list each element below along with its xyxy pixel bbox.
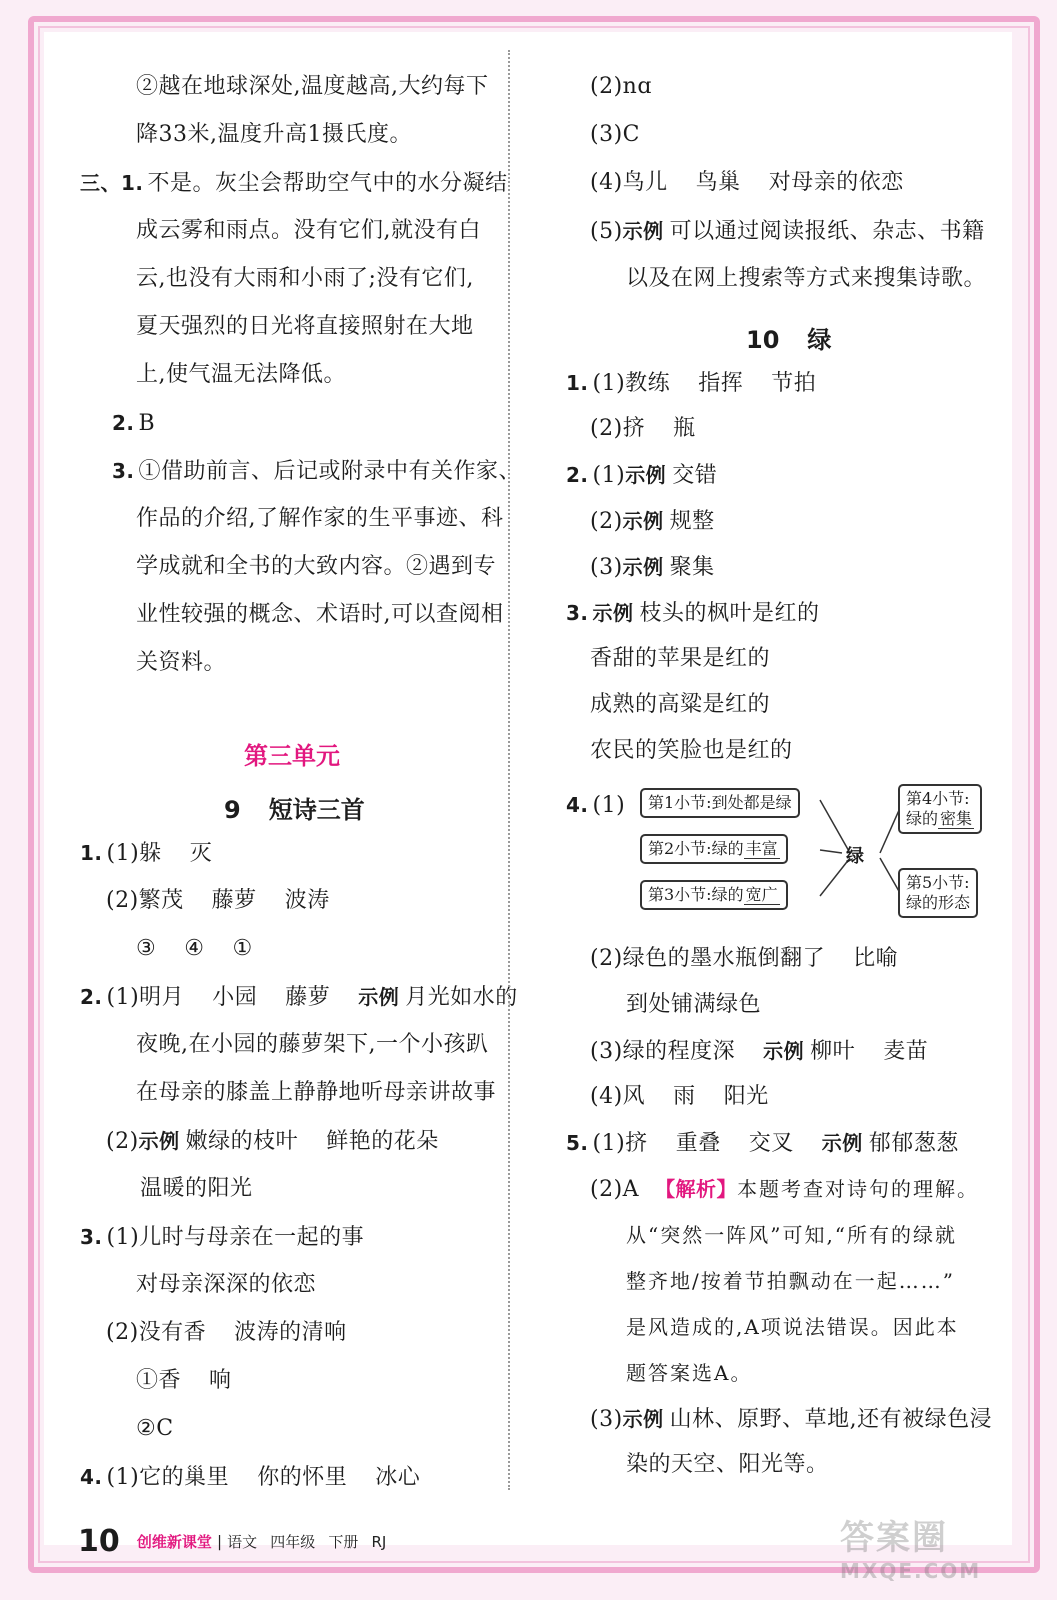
text-line: (3)C	[590, 122, 640, 147]
answer-text: 你的怀里	[257, 1465, 348, 1490]
analysis-label: 【解析】	[655, 1177, 738, 1201]
answer-text: ①香	[136, 1368, 182, 1393]
question-3-3	[112, 456, 521, 487]
answer-text: (2)	[106, 1129, 139, 1154]
answer-text: 枝头的枫叶是红的	[639, 601, 820, 626]
text-line	[590, 1082, 769, 1112]
analysis-line: 是风造成的,A项说法错误。因此本	[626, 1315, 959, 1339]
example-label: 示例	[622, 509, 664, 533]
answer-text: 瓶	[673, 416, 696, 441]
answer-text: 规整	[669, 509, 715, 534]
box-blank: 宽广	[745, 885, 778, 904]
question-9-2	[80, 982, 518, 1013]
example-label: 示例	[625, 463, 667, 487]
text-line	[106, 1126, 439, 1157]
answer-text: 指挥	[698, 371, 744, 396]
diagram-box-section-3	[640, 880, 788, 910]
brand-name: 创维新课堂	[136, 1533, 212, 1551]
answer-text: 交叉	[748, 1131, 794, 1156]
text-line: 业性较强的概念、术语时,可以查阅相	[136, 602, 504, 627]
watermark-logo	[840, 1510, 1040, 1590]
example-label: 示例	[592, 601, 634, 625]
answer-text: (3)绿的程度深	[590, 1039, 736, 1064]
text-line: (2)nɑ	[590, 74, 652, 99]
answer-text: 阳光	[723, 1084, 769, 1109]
example-label: 示例	[138, 1129, 180, 1153]
footer-grade: 四年级	[270, 1533, 316, 1551]
answer-text: (1)儿时与母亲在一起的事	[106, 1225, 365, 1250]
text-line: 上,使气温无法降低。	[136, 362, 346, 387]
answer-text: 鸟巢	[695, 170, 741, 195]
answer-text: 嫩绿的枝叶	[185, 1129, 299, 1154]
lesson-number: 9	[224, 796, 241, 824]
question-3-2	[112, 408, 155, 439]
answer-text: (1)明月	[106, 985, 185, 1010]
answer-text: (2)绿色的墨水瓶倒翻了	[590, 946, 826, 971]
answer-text: ①借助前言、后记或附录中有关作家、	[138, 459, 522, 484]
question-3-1	[80, 168, 508, 199]
box-blank: 丰富	[745, 839, 778, 858]
text-line: 关资料。	[136, 650, 227, 675]
example-label: 示例	[622, 555, 664, 579]
text-line	[590, 506, 715, 537]
example-label: 示例	[358, 985, 400, 1009]
answer-text: 不是。灰尘会帮助空气中的水分凝结	[147, 171, 508, 196]
footer-edition: RJ	[371, 1532, 387, 1551]
answer-text: 重叠	[675, 1131, 721, 1156]
answer-text: (2)没有香	[106, 1320, 207, 1345]
answer-text: (1)躲	[106, 841, 162, 866]
unit-title: 第三单元	[244, 742, 340, 770]
answer-text: (2)挤	[590, 416, 646, 441]
answer-text: 聚集	[669, 555, 715, 580]
question-number: 1.	[566, 371, 589, 395]
text-line: 以及在网上搜索等方式来搜集诗歌。	[626, 266, 987, 291]
answer-text: (1)	[592, 463, 626, 488]
text-line: 对母亲深深的依恋	[136, 1272, 317, 1297]
answer-text: 节拍	[771, 371, 817, 396]
question-number: 2.	[566, 463, 589, 487]
text-line: 农民的笑脸也是红的	[590, 738, 793, 763]
text-line	[590, 1404, 992, 1435]
page-footer	[78, 1524, 386, 1559]
box-text: 绿的	[906, 809, 939, 828]
lesson-10-title	[746, 320, 831, 355]
answer-text: (2)繁茂	[106, 888, 184, 913]
box-blank: 密集	[940, 809, 973, 828]
text-line	[590, 1036, 928, 1067]
text-line: 在母亲的膝盖上静静地听母亲讲故事	[136, 1080, 497, 1105]
answer-text: (1)教练	[592, 371, 671, 396]
question-number: 3.	[566, 601, 589, 625]
box-text: 第4小节:	[906, 789, 970, 808]
footer-subject: 语文	[227, 1533, 258, 1551]
column-divider	[508, 50, 510, 1490]
text-line: 夏天强烈的日光将直接照射在大地	[136, 314, 474, 339]
answer-text: 月光如水的	[405, 985, 518, 1010]
text-line	[590, 168, 904, 198]
question-number: 4.	[566, 793, 589, 817]
box-text: 第2小节:绿的	[648, 839, 744, 858]
answer-text: 波涛	[284, 888, 330, 913]
text-line: 温暖的阳光	[140, 1176, 253, 1201]
answer-text: 可以通过阅读报纸、杂志、书籍	[669, 219, 985, 244]
question-number: 2.	[112, 411, 135, 435]
lesson-name: 绿	[807, 326, 832, 354]
diagram-center-label: 绿	[846, 846, 864, 867]
text-line	[136, 1366, 232, 1396]
diagram-box-section-2	[640, 834, 788, 864]
question-10-1	[566, 368, 816, 399]
answer-text: (3)	[590, 1407, 623, 1432]
box-text: 第3小节:绿的	[648, 885, 744, 904]
question-10-5	[566, 1128, 959, 1159]
text-line	[590, 552, 715, 583]
answer-text: (2)A	[590, 1177, 640, 1202]
answer-text: (1)挤	[592, 1131, 648, 1156]
text-line: 成云雾和雨点。没有它们,就没有白	[136, 218, 481, 243]
answer-text: 小园	[212, 985, 258, 1010]
question-number: 2.	[80, 985, 103, 1009]
diagram-box-section-1: 第1小节:到处都是绿	[640, 788, 800, 818]
text-line: 香甜的苹果是红的	[590, 646, 771, 671]
diagram-box-section-4	[898, 784, 982, 834]
answer-text: (1)它的巢里	[106, 1465, 230, 1490]
text-line: 作品的介绍,了解作家的生平事迹、科	[136, 506, 504, 531]
answer-text: ①	[232, 936, 253, 961]
lesson-9-title	[224, 790, 365, 825]
box-text: 第5小节:	[906, 873, 970, 892]
diagram-box-section-5	[898, 868, 978, 918]
text-line: 降33米,温度升高1摄氏度。	[136, 122, 412, 147]
answer-text: 郁郁葱葱	[868, 1131, 959, 1156]
answer-text: 冰心	[375, 1465, 421, 1490]
example-label: 示例	[622, 219, 664, 243]
answer-text: ④	[184, 936, 205, 961]
answer-text: 山林、原野、草地,还有被绿色浸	[669, 1407, 993, 1432]
box-text: 绿的形态	[906, 893, 971, 912]
question-9-1	[80, 838, 212, 869]
text-line	[590, 216, 985, 247]
answer-text: 柳叶	[810, 1039, 856, 1064]
question-number: 3.	[80, 1225, 103, 1249]
answer-text: 比喻	[853, 946, 899, 971]
answer-text: (3)	[590, 555, 623, 580]
analysis-text: 本题考查对诗句的理解。	[737, 1177, 980, 1201]
answer-text: 对母亲的依恋	[768, 170, 904, 195]
answer-text: (4)风	[590, 1084, 646, 1109]
answer-text: (1)	[592, 793, 626, 818]
answer-text: 灭	[189, 841, 213, 866]
question-10-3	[566, 598, 820, 629]
text-line: 染的天空、阳光等。	[626, 1452, 829, 1477]
text-line	[106, 1318, 347, 1348]
answer-text: 藤萝	[285, 985, 331, 1010]
question-number: 5.	[566, 1131, 589, 1155]
text-line: 到处铺满绿色	[626, 992, 762, 1017]
answer-text: 藤萝	[211, 888, 257, 913]
answer-text: (4)鸟儿	[590, 170, 668, 195]
text-line	[106, 886, 330, 916]
answer-text: 响	[209, 1368, 232, 1393]
answer-text: (2)	[590, 509, 623, 534]
analysis-line: 整齐地/按着节拍飘动在一起……”	[626, 1269, 955, 1293]
text-line: 成熟的高粱是红的	[590, 692, 771, 717]
text-line: ②越在地球深处,温度越高,大约每下	[136, 74, 489, 99]
text-line	[590, 944, 898, 974]
example-label: 示例	[763, 1039, 805, 1063]
text-line: 夜晚,在小园的藤萝架下,一个小孩趴	[136, 1032, 489, 1057]
watermark-url: MXQE.COM	[840, 1559, 982, 1583]
text-line	[590, 414, 696, 444]
answer-text: (5)	[590, 219, 623, 244]
example-label: 示例	[622, 1407, 664, 1431]
answer-text: 鲜艳的花朵	[326, 1129, 439, 1154]
question-9-4	[80, 1462, 420, 1493]
question-number: 3.	[112, 459, 135, 483]
footer-term: 下册	[328, 1533, 359, 1551]
answer-text: 雨	[673, 1084, 696, 1109]
watermark-text: 答案圈	[840, 1518, 948, 1558]
question-9-3	[80, 1222, 364, 1253]
mind-map-diagram	[580, 778, 1020, 938]
analysis-line: 从“突然一阵风”可知,“所有的绿就	[626, 1223, 958, 1247]
page-number: 10	[78, 1524, 120, 1559]
text-line: 学成就和全书的大致内容。②遇到专	[136, 554, 497, 579]
lesson-name: 短诗三首	[268, 796, 365, 824]
text-line	[590, 1174, 979, 1205]
section-label: 三、1.	[80, 171, 144, 195]
answer-text: 交错	[672, 463, 718, 488]
text-line	[136, 934, 253, 964]
question-number: 4.	[80, 1465, 103, 1489]
answer-text: 麦苗	[883, 1039, 929, 1064]
analysis-line: 题答案选A。	[626, 1361, 753, 1385]
text-line: 云,也没有大雨和小雨了;没有它们,	[136, 266, 474, 291]
answer-text: B	[138, 411, 156, 436]
text-line: ②C	[136, 1416, 174, 1441]
answer-text: 波涛的清响	[234, 1320, 347, 1345]
footer-separator: |	[216, 1532, 223, 1551]
question-number: 1.	[80, 841, 103, 865]
lesson-number: 10	[746, 326, 780, 354]
question-10-2	[566, 460, 717, 491]
example-label: 示例	[821, 1131, 863, 1155]
answer-text: ③	[136, 936, 157, 961]
